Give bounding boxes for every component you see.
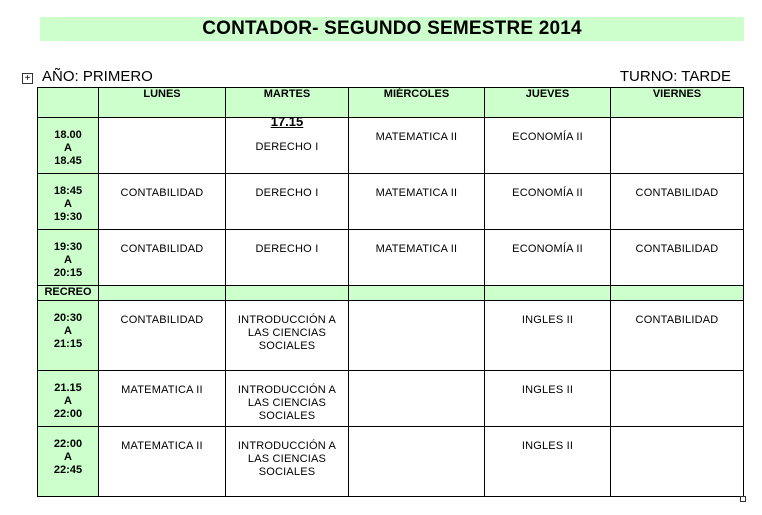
schedule-cell — [99, 427, 226, 497]
schedule-cell — [485, 118, 611, 174]
subject: ECONOMÍA II — [512, 131, 583, 143]
time-cell — [38, 118, 99, 174]
recess-label: RECREO — [38, 286, 99, 301]
subject: INGLES II — [521, 440, 574, 452]
time-sep: A — [64, 395, 72, 407]
recess-cell — [485, 286, 611, 301]
schedule-cell — [99, 371, 226, 427]
subject: INGLES II — [521, 314, 574, 326]
time-end: 18.45 — [54, 155, 82, 167]
subject: MATEMATICA II — [121, 384, 203, 396]
subject: CONTABILIDAD — [635, 243, 719, 255]
schedule-cell — [485, 174, 611, 230]
schedule-cell — [226, 114, 349, 174]
time-start: 19:30 — [53, 241, 83, 253]
time-cell — [38, 174, 99, 230]
time-end: 20:15 — [53, 267, 83, 279]
time-start: 20:30 — [53, 312, 83, 324]
schedule-cell — [99, 301, 226, 371]
schedule-cell — [349, 174, 485, 230]
header-day: JUEVES — [485, 88, 611, 118]
time-cell — [38, 230, 99, 286]
schedule-table — [37, 87, 744, 497]
subject: CONTABILIDAD — [635, 314, 719, 326]
subject: CONTABILIDAD — [120, 243, 204, 255]
subject: INGLES II — [521, 384, 574, 396]
time-cell — [38, 427, 99, 497]
schedule-cell — [485, 301, 611, 371]
time-end: 21:15 — [53, 338, 83, 350]
time-sep: A — [64, 451, 72, 463]
table-resize-handle[interactable] — [740, 496, 746, 502]
table-row — [38, 118, 744, 174]
header-day: VIERNES — [611, 88, 744, 118]
schedule-cell — [226, 371, 349, 427]
subject: ECONOMÍA II — [512, 243, 583, 255]
schedule-cell — [611, 174, 744, 230]
subject: DERECHO I — [255, 243, 319, 255]
subject: MATEMATICA II — [375, 187, 458, 199]
time-sep: A — [64, 254, 72, 266]
schedule-cell — [611, 118, 744, 174]
schedule-cell — [226, 230, 349, 286]
recess-cell — [226, 286, 349, 301]
subject: DERECHO I — [255, 141, 319, 153]
schedule-cell — [99, 118, 226, 174]
header-day: LUNES — [99, 88, 226, 118]
time-start: 18.00 — [54, 129, 82, 141]
table-row — [38, 301, 744, 371]
page-title: CONTADOR- SEGUNDO SEMESTRE 2014 — [40, 17, 744, 41]
time-end: 22:00 — [53, 408, 83, 420]
time-end: 19:30 — [53, 211, 83, 223]
recess-cell — [611, 286, 744, 301]
recess-cell — [99, 286, 226, 301]
subject: MATEMATICA II — [375, 131, 458, 143]
header-day: MIÉRCOLES — [349, 88, 485, 118]
table-row — [38, 174, 744, 230]
subject: CONTABILIDAD — [120, 187, 204, 199]
time-sep: A — [64, 142, 72, 154]
subject: DERECHO I — [255, 187, 319, 199]
subject: INTRODUCCIÓN A LAS CIENCIAS SOCIALES — [237, 384, 337, 422]
header-day: MARTES — [226, 88, 349, 118]
time-start: 21.15 — [54, 382, 82, 394]
time-end: 22:45 — [53, 464, 83, 476]
schedule-cell — [226, 174, 349, 230]
schedule-cell — [99, 174, 226, 230]
schedule-cell — [611, 230, 744, 286]
recess-row — [38, 286, 744, 301]
subject: ECONOMÍA II — [512, 187, 583, 199]
schedule-cell — [226, 301, 349, 371]
time-sep: A — [64, 325, 72, 337]
subject: MATEMATICA II — [121, 440, 203, 452]
time-start: 22:00 — [53, 438, 83, 450]
time-sep: A — [64, 198, 72, 210]
subject: INTRODUCCIÓN A LAS CIENCIAS SOCIALES — [237, 440, 337, 478]
schedule-cell — [349, 118, 485, 174]
header-row — [38, 88, 744, 118]
special-time-note: 17.15 — [270, 114, 304, 129]
time-cell — [38, 301, 99, 371]
schedule-cell — [485, 230, 611, 286]
year-label: AÑO: PRIMERO — [42, 68, 153, 85]
schedule-cell — [611, 427, 744, 497]
subject: CONTABILIDAD — [120, 314, 204, 326]
schedule-cell — [485, 427, 611, 497]
subject: MATEMATICA II — [375, 243, 458, 255]
table-move-handle-icon[interactable]: + — [22, 73, 33, 84]
schedule-cell — [611, 301, 744, 371]
schedule-cell — [349, 371, 485, 427]
shift-label: TURNO: TARDE — [619, 68, 731, 85]
recess-cell — [349, 286, 485, 301]
table-row — [38, 371, 744, 427]
header-time-cell — [38, 88, 99, 118]
schedule-cell — [349, 301, 485, 371]
schedule-cell — [349, 427, 485, 497]
schedule-cell — [99, 230, 226, 286]
schedule-cell — [485, 371, 611, 427]
time-cell — [38, 371, 99, 427]
subject: CONTABILIDAD — [635, 187, 719, 199]
table-row — [38, 427, 744, 497]
schedule-cell — [349, 230, 485, 286]
table-row — [38, 230, 744, 286]
subject: INTRODUCCIÓN A LAS CIENCIAS SOCIALES — [237, 314, 337, 352]
schedule-cell — [611, 371, 744, 427]
time-start: 18:45 — [53, 185, 83, 197]
schedule-cell — [226, 427, 349, 497]
